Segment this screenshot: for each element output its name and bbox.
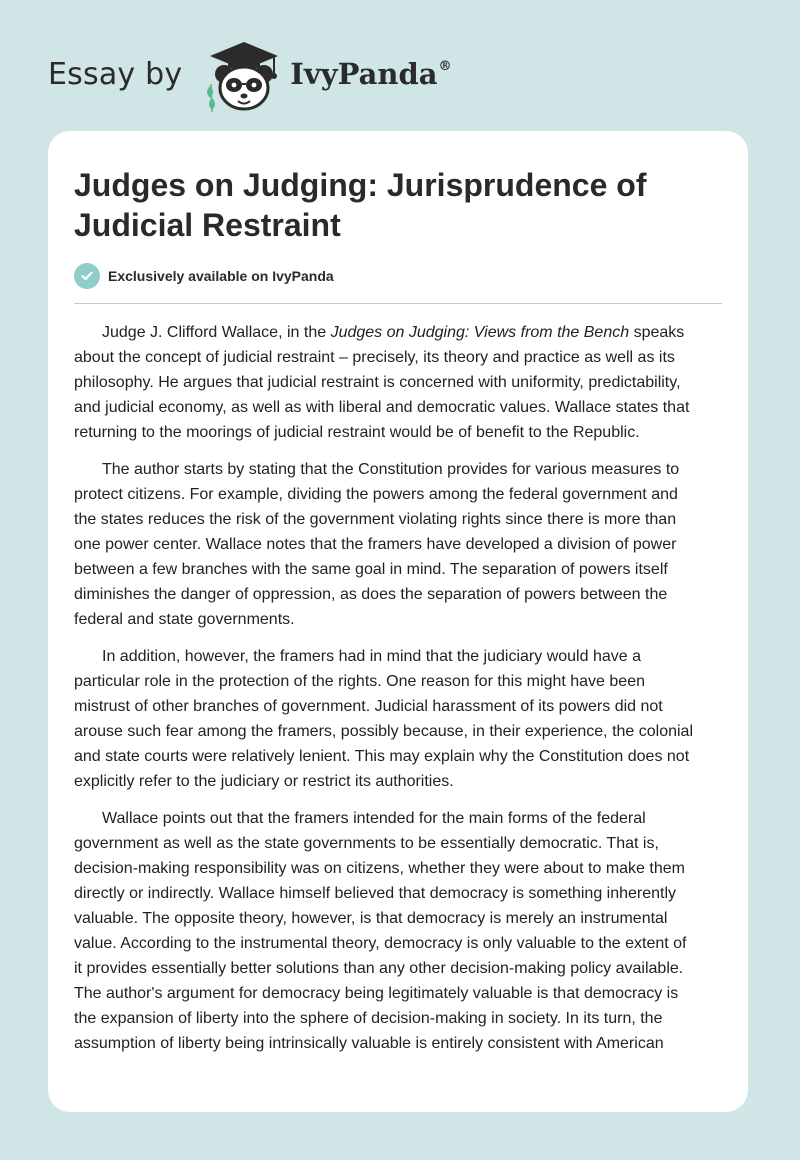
text-line: federal and state governments.: [74, 611, 295, 628]
exclusive-badge: [74, 263, 334, 289]
text-line: and judicial economy, as well as with liberal and democratic values. Wallace states that: [74, 399, 690, 416]
text-line: Judge J. Clifford Wallace, in the Judges on Judging: Views from the Bench speaks: [102, 324, 685, 341]
check-circle-icon: [74, 263, 100, 289]
text-line: diminishes the danger of oppression, as does the separation of powers between the: [74, 586, 668, 603]
text-line: philosophy. He argues that judicial restraint is concerned with uniformity, predictability,: [74, 374, 681, 391]
essay-body: [74, 320, 722, 1068]
exclusive-badge-label: Exclusively available on IvyPanda: [108, 268, 334, 284]
registered-mark: ®: [438, 59, 452, 74]
text-line: the states reduces the risk of the government violating rights since there is more than: [74, 511, 677, 528]
text-line: value. According to the instrumental theory, democracy is only valuable to the extent of: [74, 935, 687, 952]
text-line: The author starts by stating that the Constitution provides for various measures to: [102, 461, 680, 478]
text-line: valuable. The opposite theory, however, is that democracy is merely an instrumental: [74, 910, 668, 927]
panda-logo-icon[interactable]: [200, 34, 284, 114]
essay-card: [48, 131, 748, 1112]
text-line: returning to the moorings of judicial restraint would be of benefit to the Republic.: [74, 424, 640, 441]
text-line: protect citizens. For example, dividing the powers among the federal government and: [74, 486, 678, 503]
text-line: about the concept of judicial restraint – precisely, its theory and practice as well as its: [74, 349, 675, 366]
text-line: mistrust of other branches of government. Judicial harassment of its powers did not: [74, 698, 663, 715]
text-line: In addition, however, the framers had in mind that the judiciary would have a: [102, 648, 641, 665]
text-line: it provides essentially better solutions than any other decision-making policy available.: [74, 960, 684, 977]
text-line: particular role in the protection of the rights. One reason for this might have been: [74, 673, 645, 690]
text-line: the expansion of liberty into the sphere of decision-making in society. In its turn, the: [74, 1010, 663, 1027]
brand-name[interactable]: [290, 57, 451, 91]
paragraph-3: [74, 644, 722, 794]
paragraph-4: [74, 806, 722, 1056]
essay-title: Judges on Judging: Jurisprudence of Judicial Restraint: [74, 167, 647, 243]
site-header: [48, 34, 452, 114]
text-line: between a few branches with the same goal in mind. The separation of powers itself: [74, 561, 668, 578]
text-line: assumption of liberty being intrinsically valuable is entirely consistent with American: [74, 1035, 664, 1052]
text-line: arouse such fear among the framers, possibly because, in their experience, the colonial: [74, 723, 694, 740]
text-line: explicitly refer to the judiciary or restrict its authorities.: [74, 773, 454, 790]
paragraph-1: [74, 320, 722, 445]
text-line: Wallace points out that the framers intended for the main forms of the federal: [102, 810, 646, 827]
text-line: government as well as the state governments to be essentially democratic. That is,: [74, 835, 659, 852]
divider: [74, 303, 722, 304]
text-line: directly or indirectly. Wallace himself believed that democracy is something inherently: [74, 885, 677, 902]
text-line: The author's argument for democracy being legitimately valuable is that democracy is: [74, 985, 679, 1002]
paragraph-2: [74, 457, 722, 632]
text-line: decision-making responsibility was on citizens, whether they were about to make them: [74, 860, 685, 877]
essay-by-label: Essay by: [48, 56, 183, 92]
text-line: one power center. Wallace notes that the framers have developed a division of power: [74, 536, 677, 553]
text-line: and state courts were relatively lenient. This may explain why the Constitution does not: [74, 748, 690, 765]
brand-text: IvyPanda: [290, 57, 438, 91]
book-title: Judges on Judging: Views from the Bench: [330, 324, 630, 341]
